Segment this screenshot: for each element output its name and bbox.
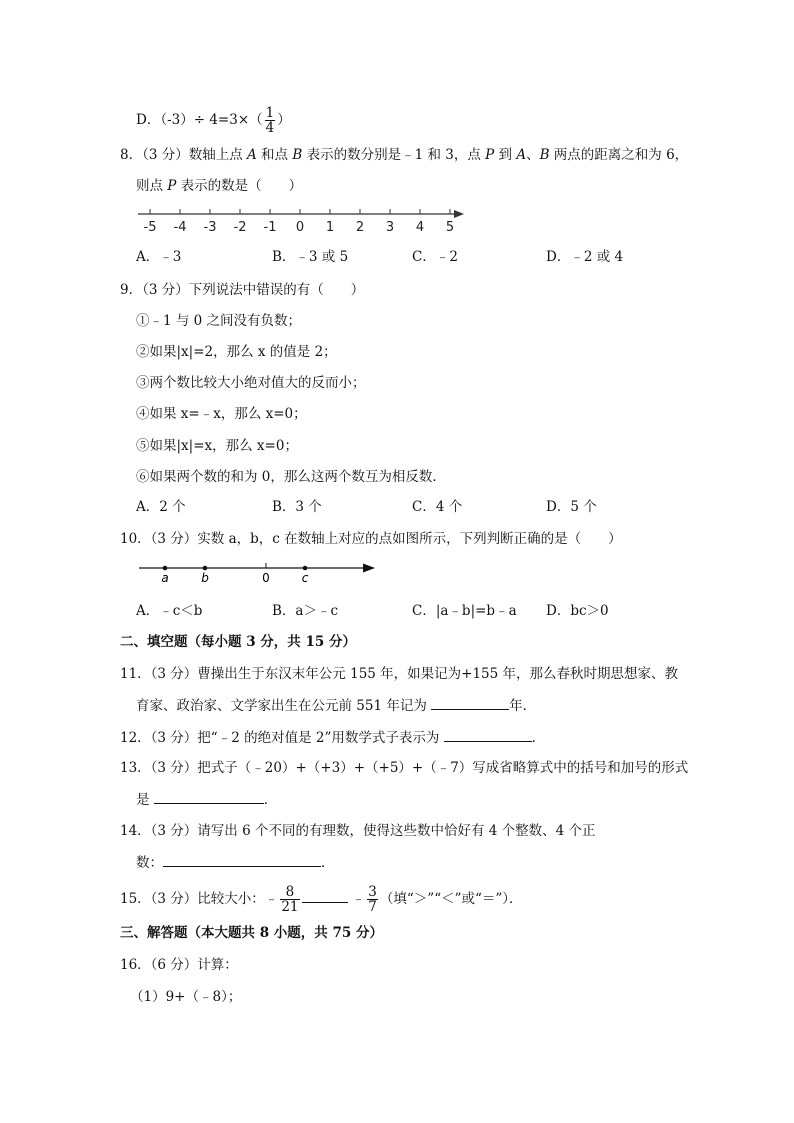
q8-number-line [130,200,470,236]
tick-label: 5 [445,220,455,235]
label-a: a [161,571,169,585]
q9-option-c: C．4 个 [412,499,463,515]
point-a [163,566,168,571]
q13-line1: 13．（3 分）把式子（﹣20）+（+3）+（+5）+（﹣7）写成省略算式中的括号和加号的形式 [120,760,689,776]
q10-option-b: B．a＞﹣c [272,603,339,619]
q8-stem-line1: 8．（3 分）数轴上点 A 和点 B 表示的数分别是﹣1 和 3，点 P 到 A、B 两点的距离之和为 6， [120,147,689,163]
tick-label: 2 [355,220,365,235]
point-c [303,566,308,571]
q10-option-d: D．bc＞0 [546,603,609,619]
answer-blank[interactable] [444,727,532,742]
section-2-heading: 二、填空题（每小题 3 分，共 15 分） [120,634,356,650]
q9-item-6: ⑥如果两个数的和为 0，那么这两个数互为相反数． [136,469,446,485]
tick-label: 0 [295,220,305,235]
fraction: $\frac{8}{21}$ [281,884,299,915]
q14-line2: 数： ． [136,852,335,873]
q8-option-c: C．﹣2 [412,249,458,265]
q8-option-b: B．﹣3 或 5 [272,249,349,265]
q7-option-d-text: D．（-3）÷ 4=3×（ [136,112,263,128]
q9-item-3: ③两个数比较大小绝对值大的反而小； [136,375,366,391]
answer-blank[interactable] [154,789,264,804]
q10-number-line [135,558,380,588]
tick-label: -5 [143,220,157,235]
point-b [203,566,208,571]
q9-item-5: ⑤如果|x|=x，那么 x=0； [136,438,298,454]
q9-item-4: ④如果 x=﹣x，那么 x=0； [136,406,307,422]
q11-line2: 育家、政治家、文学家出生在公元前 551 年记为 年． [136,695,536,716]
q8-option-a: A．﹣3 [136,249,182,265]
q9-item-2: ②如果|x|=2，那么 x 的值是 2； [136,344,337,360]
fraction: $\frac{1}{4}$ [265,105,275,136]
q14-line1: 14．（3 分）请写出 6 个不同的有理数，使得这些数中恰好有 4 个整数、4 个正 [120,823,596,839]
answer-blank[interactable] [163,852,321,867]
q8-option-d: D．﹣2 或 4 [546,249,624,265]
q15: 15．（3 分）比较大小：﹣ $\frac{8}{21}$ ﹣ $\frac{3}{7}$ （填“＞”“＜”或“＝”）． [120,884,523,915]
tick-label: 4 [415,220,425,235]
section-3-heading: 三、解答题（本大题共 8 小题，共 75 分） [120,925,383,941]
label-c: c [301,571,309,585]
q7-option-d: D．（-3）÷ 4=3×（ $\frac{1}{4}$ ） [136,105,291,136]
label-b: b [201,571,209,585]
q10-stem: 10．（3 分）实数 a，b，c 在数轴上对应的点如图所示，下列判断正确的是（ ） [120,531,622,547]
q8-stem-line2: 则点 P 表示的数是（ ） [136,178,303,194]
tick-label: 3 [385,220,395,235]
q9-option-a: A．2 个 [136,499,186,515]
q9-item-1: ①﹣1 与 0 之间没有负数； [136,313,302,329]
answer-blank[interactable] [302,888,348,903]
q12: 12．（3 分）把“﹣2 的绝对值是 2”用数学式子表示为 ． [120,727,545,748]
q9-option-b: B．3 个 [272,499,322,515]
fraction: $\frac{3}{7}$ [368,884,377,915]
q9-option-d: D．5 个 [546,499,597,515]
tick-label: -4 [173,220,187,235]
q11-line1: 11．（3 分）曹操出生于东汉末年公元 155 年，如果记为+155 年，那么春秋时期思想家、教 [120,666,679,682]
answer-blank[interactable] [431,695,509,710]
q13-line2: 是 ． [136,789,277,810]
tick-label: -2 [233,220,247,235]
q16-part1: （1）9+（﹣8）； [130,989,242,1005]
label-zero: 0 [262,571,270,585]
q9-stem: 9．（3 分）下列说法中错误的有（ ） [120,282,365,298]
q10-option-a: A．﹣c＜b [136,603,203,619]
tick-label: -3 [203,220,217,235]
tick-label: -1 [263,220,277,235]
tick-label: 1 [325,220,335,235]
q16-stem: 16．（6 分）计算： [120,957,238,973]
q10-option-c: C．|a﹣b|=b﹣a [412,603,517,619]
